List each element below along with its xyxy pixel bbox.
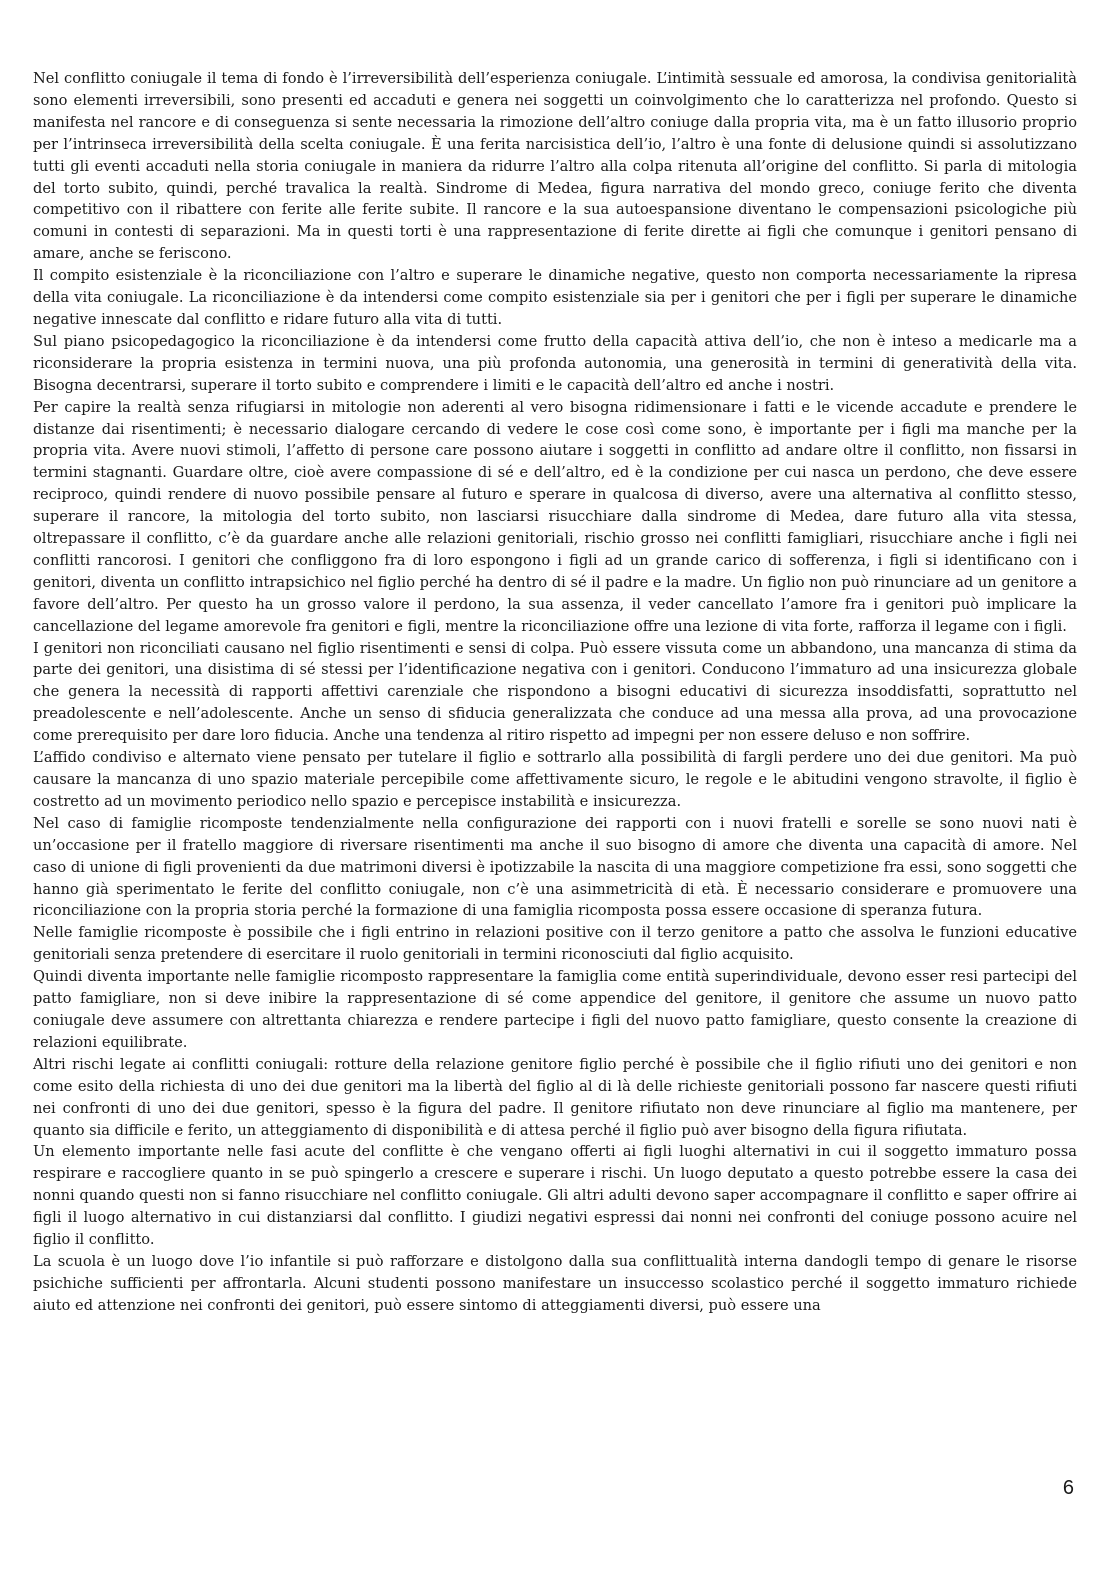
paragraph-9: Quindi diventa importante nelle famiglie ricomposto rappresentare la famiglia come entità superindividuale, devono esser resi partecipi del patto famigliare, non si deve inibire la rappresentazione di sé come appendice del genitore, il genitore che assume un nuovo patto coniugale deve assumere con altrettanta chiarezza e rendere partecipe i figli del nuovo patto famigliare, questo consente la creazione di relazioni equilibrate.: [33, 968, 1077, 1051]
paragraph-12: La scuola è un luogo dove l’io infantile si può rafforzare e distolgono dalla sua conflittualità interna dandogli tempo di genare le risorse psichiche sufficienti per affrontarla. Alcuni studenti possono manifestare un insuccesso scolastico perché il soggetto immaturo richiede aiuto ed attenzione nei confronti dei genitori, può essere sintomo di atteggiamenti diversi, può essere una: [33, 1252, 1077, 1314]
paragraph-8: Nelle famiglie ricomposte è possibile che i figli entrino in relazioni positive con il terzo genitore a patto che assolva le funzioni educative genitoriali senza pretendere di esercitare il ruolo genitoriali in termini riconosciuti dal figlio acquisito.: [33, 924, 1077, 964]
paragraph-2: Il compito esistenziale è la riconciliazione con l’altro e superare le dinamiche negative, questo non comporta necessariamente la ripresa della vita coniugale. La riconciliazione è da intendersi come compito esistenziale sia per i genitori che per i figli per superare le dinamiche negative innescate dal conflitto e ridare futuro alla vita di tutti.: [33, 267, 1077, 328]
paragraph-11: Un elemento importante nelle fasi acute del conflitte è che vengano offerti ai figli luoghi alternativi in cui il soggetto immaturo possa respirare e raccogliere quanto in se può spingerlo a crescere e superare i rischi. Un luogo deputato a questo potrebbe essere la casa dei nonni quando questi non si fanno risucchiare nel conflitto coniugale. Gli altri adulti devono saper accompagnare il conflitto e saper offrire ai figli il luogo alternativo in cui distanziarsi dal conflitto. I giudizi negativi espressi dai nonni nei confronti del coniuge possono acuire nel figlio il conflitto.: [33, 1143, 1077, 1249]
paragraph-6: L’affido condiviso e alternato viene pensato per tutelare il figlio e sottrarlo alla possibilità di fargli perdere uno dei due genitori. Ma può causare la mancanza di uno spazio materiale percepibile come affettivamente sicuro, le regole e le abitudini vengono stravolte, il figlio è costretto ad un movimento periodico nello spazio e percepisce instabilità e insicurezza.: [33, 749, 1077, 810]
paragraph-1: Nel conflitto coniugale il tema di fondo è l’irreversibilità dell’esperienza coniugale. L’intimità sessuale ed amorosa, la condivisa genitorialità sono elementi irreversibili, sono presenti ed accaduti e genera nei soggetti un coinvolgimento che lo caratterizza nel profondo. Questo si manifesta nel rancore e di conseguenza si sente necessaria la rimozione dell’altro coniuge dalla propria vita, ma è un fatto illusorio proprio per l’intrinseca irreversibilità della scelta coniugale. È una ferita narcisistica dell’io, l’altro è una fonte di delusione quindi si assolutizzano tutti gli eventi accaduti nella storia coniugale in maniera da ridurre l’altro alla colpa ritenuta all’origine del conflitto. Si parla di mitologia del torto subito, quindi, perché travalica la realtà. Sindrome di Medea, figura narrativa del mondo greco, coniuge ferito che diventa competitivo con il ribattere con ferite alle ferite subite. Il rancore e la sua autoespansione diventano le compensazioni psicologiche più comuni in contesti di separazioni. Ma in questi torti è una rappresentazione di ferite dirette ai figli che comunque i genitori pensano di amare, anche se feriscono.: [33, 70, 1077, 263]
paragraph-7: Nel caso di famiglie ricomposte tendenzialmente nella configurazione dei rapporti con i nuovi fratelli e sorelle se sono nuovi nati è un’occasione per il fratello maggiore di riversare risentimenti ma anche il suo bisogno di amore che diventa una capacità di amore. Nel caso di unione di figli provenienti da due matrimoni diversi è ipotizzabile la nascita di una maggiore competizione fra essi, sono soggetti che hanno già sperimentato le ferite del conflitto coniugale, non c’è una asimmetricità di età. È necessario considerare e promuovere una riconciliazione con la propria storia perché la formazione di una famiglia ricomposta possa essere occasione di speranza futura.: [33, 814, 1077, 920]
document-body: [33, 68, 1077, 1317]
paragraph-3: Sul piano psicopedagogico la riconciliazione è da intendersi come frutto della capacità attiva dell’io, che non è inteso a medicarle ma a riconsiderare la propria esistenza in termini nuova, una più profonda autonomia, una generosità in termini di generatività della vita. Bisogna decentrarsi, superare il torto subito e comprendere i limiti e le capacità dell’altro ed anche i nostri.: [33, 332, 1077, 394]
page-number: 6: [1062, 1477, 1074, 1499]
paragraph-5: I genitori non riconciliati causano nel figlio risentimenti e sensi di colpa. Può essere vissuta come un abbandono, una mancanza di stima da parte dei genitori, una disistima di sé stessi per l’identificazione negativa con i genitori. Conducono l’immaturo ad una insicurezza globale che genera la necessità di rapporti affettivi carenziale che rispondono a bisogni educativi di sicurezza insoddisfatti, soprattutto nel preadolescente e nell’adolescente. Anche un senso di sfiducia generalizzata che conduce ad una messa alla prova, ad una provocazione come prerequisito per dare loro fiducia. Anche una tendenza al ritiro rispetto ad impegni per non essere deluso e non soffrire.: [33, 639, 1077, 745]
paragraph-4: Per capire la realtà senza rifugiarsi in mitologie non aderenti al vero bisogna ridimensionare i fatti e le vicende accadute e prendere le distanze dai risentimenti; è necessario dialogare cercando di vedere le cose così come sono, è importante per i figli ma manche per la propria vita. Avere nuovi stimoli, l’affetto di persone care possono aiutare i soggetti in conflitto ad andare oltre il conflitto, non fissarsi in termini stagnanti. Guardare oltre, cioè avere compassione di sé e dell’altro, ed è la condizione per cui nasca un perdono, che deve essere reciproco, quindi rendere di nuovo possibile pensare al futuro e sperare in qualcosa di diverso, avere una alternativa al conflitto stesso, superare il rancore, la mitologia del torto subito, non lasciarsi risucchiare dalla sindrome di Medea, dare futuro alla vita stessa, oltrepassare il conflitto, c’è da guardare anche alle relazioni genitoriali, rischio grosso nei conflitti famigliari, risucchiare anche i figli nei conflitti rancorosi. I genitori che confliggono fra di loro espongono i figli ad un grande carico di sofferenza, i figli si identificano con i genitori, diventa un conflitto intrapsichico nel figlio perché ha dentro di sé il padre e la madre. Un figlio non può rinunciare ad un genitore a favore dell’altro. Per questo ha un grosso valore il perdono, la sua assenza, il veder cancellato l’amore fra i genitori può implicare la cancellazione del legame amorevole fra genitori e figli, mentre la riconciliazione offre una lezione di vita forte, rafforza il legame con i figli.: [33, 398, 1077, 635]
paragraph-10: Altri rischi legate ai conflitti coniugali: rotture della relazione genitore figlio perché è possibile che il figlio rifiuti uno dei genitori e non come esito della richiesta di uno dei due genitori ma la libertà del figlio al di là delle richieste genitoriali possono far nascere questi rifiuti nei confronti di uno dei due genitori, spesso è la figura del padre. Il genitore rifiutato non deve rinunciare al figlio ma mantenere, per quanto sia difficile e ferito, un atteggiamento di disponibilità e di attesa perché il figlio può aver bisogno della figura rifiutata.: [33, 1055, 1077, 1139]
